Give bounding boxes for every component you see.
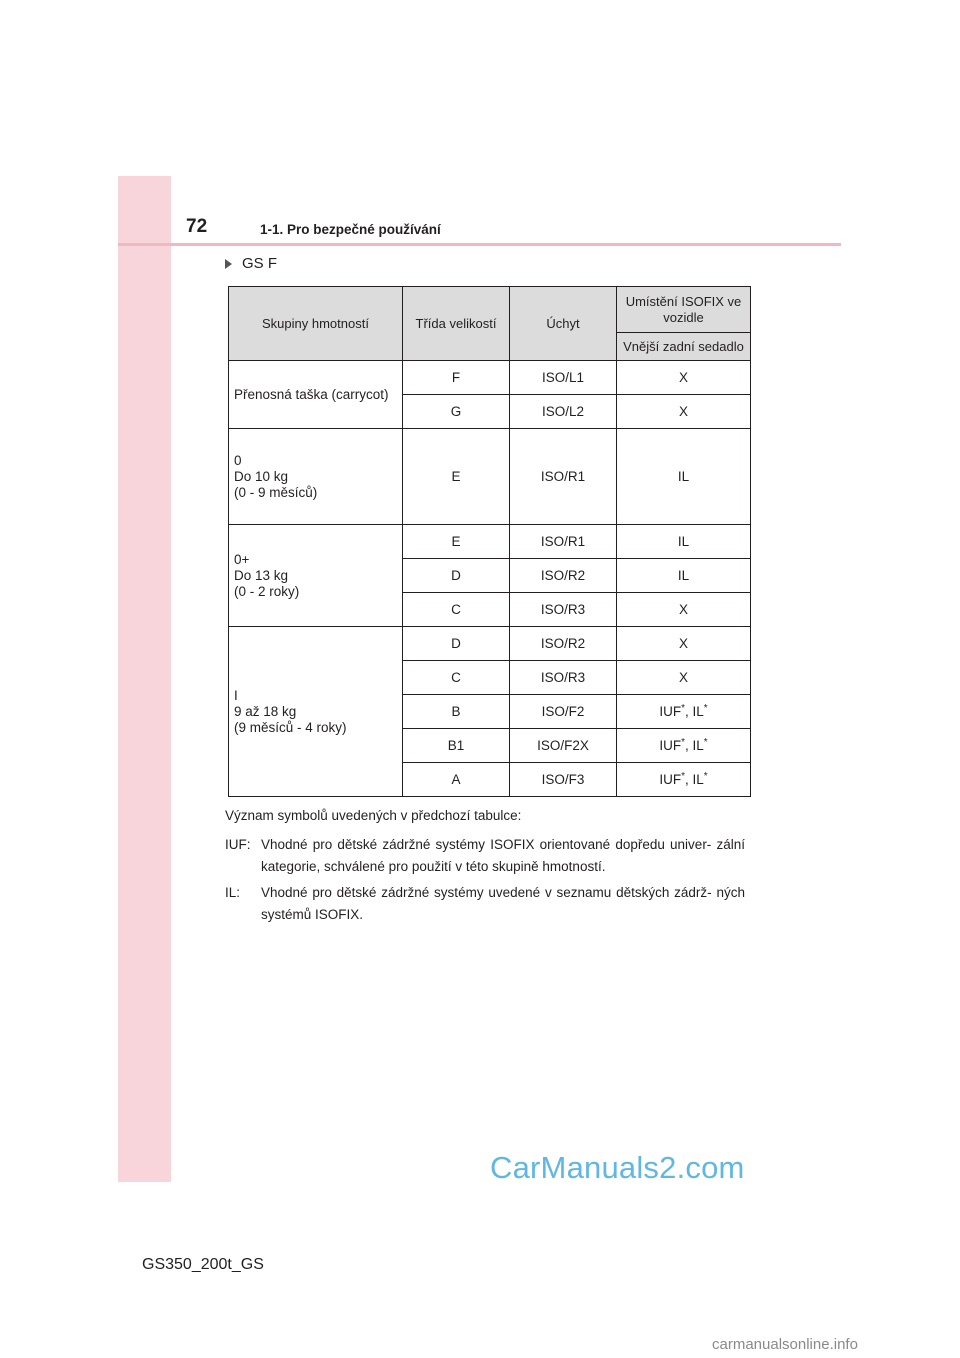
note-il — [225, 882, 745, 926]
fixture-cell — [510, 695, 617, 729]
seat-value-cell-text: X — [678, 635, 688, 651]
size-class-cell — [403, 559, 510, 593]
fixture-cell-text: ISO/F3 — [541, 771, 585, 787]
fixture-cell-text: ISO/F2 — [541, 703, 585, 719]
weight-group-line: Přenosná taška (carrycot) — [234, 386, 389, 402]
fixture-cell — [510, 627, 617, 661]
size-class-cell-text: E — [451, 468, 461, 484]
seat-value-cell-text: , IL — [684, 771, 704, 787]
table-row — [229, 627, 751, 661]
footer-model-code: GS350_200t_GS — [142, 1256, 264, 1273]
seat-value-cell-text: X — [678, 369, 688, 385]
fixture-cell-text: ISO/R2 — [540, 567, 586, 583]
size-class-cell-text: D — [451, 567, 461, 583]
seat-value-cell-text: IUF — [659, 771, 682, 787]
fixture-cell-text: ISO/L1 — [541, 369, 585, 385]
size-class-cell — [403, 763, 510, 797]
fixture-cell — [510, 729, 617, 763]
weight-group-line: I — [234, 687, 238, 703]
seat-value-cell — [617, 429, 751, 525]
weight-group-line: (0 - 2 roky) — [234, 583, 300, 599]
seat-value-cell — [617, 729, 751, 763]
seat-value-cell — [617, 627, 751, 661]
seat-value-cell — [617, 763, 751, 797]
weight-group-cell — [229, 429, 403, 525]
seat-value-cell-text: IL — [677, 567, 690, 583]
weight-group-line: 9 až 18 kg — [234, 703, 297, 719]
size-class-cell-text: D — [451, 635, 461, 651]
note-iuf — [225, 834, 745, 878]
footnote-mark: * — [703, 770, 708, 782]
fixture-cell — [510, 593, 617, 627]
fixture-cell-text: ISO/R3 — [540, 669, 586, 685]
sub-heading — [225, 255, 277, 272]
size-class-cell-text: G — [450, 403, 462, 419]
size-class-cell — [403, 525, 510, 559]
footnote-mark: * — [703, 736, 708, 748]
fixture-cell-text: ISO/R3 — [540, 601, 586, 617]
notes-intro: Význam symbolů uvedených v předchozí tabulce: — [225, 808, 522, 823]
table-row — [229, 429, 751, 525]
fixture-cell-text: ISO/R1 — [540, 533, 586, 549]
seat-value-cell-text: IL — [677, 468, 690, 484]
seat-value-cell-text: , IL — [684, 737, 704, 753]
header-fixture: Úchyt — [510, 287, 617, 361]
seat-value-cell — [617, 525, 751, 559]
size-class-cell-text: F — [451, 369, 461, 385]
weight-group-line: (9 měsíců - 4 roky) — [234, 719, 347, 735]
triangle-bullet-icon — [225, 259, 232, 269]
size-class-cell-text: B — [451, 703, 461, 719]
weight-group-line: 0 — [234, 452, 242, 468]
size-class-cell — [403, 395, 510, 429]
fixture-cell — [510, 661, 617, 695]
header-weight-group: Skupiny hmotností — [229, 287, 403, 361]
footnote-mark: * — [681, 736, 685, 748]
seat-value-cell-text: IUF — [659, 703, 682, 719]
side-band — [118, 176, 171, 1182]
size-class-cell-text: C — [451, 669, 461, 685]
seat-value-cell-text: IL — [677, 533, 690, 549]
fixture-cell — [510, 429, 617, 525]
weight-group-cell — [229, 525, 403, 627]
header-rule — [118, 243, 841, 246]
size-class-cell — [403, 661, 510, 695]
weight-group-line: (0 - 9 měsíců) — [234, 484, 318, 500]
note-text: Vhodné pro dětské zádržné systémy uvedené v seznamu dětských zádrž- ných systémů ISOFIX. — [261, 885, 745, 922]
size-class-cell-text: B1 — [447, 737, 465, 753]
seat-value-cell-text: X — [678, 669, 688, 685]
size-class-cell — [403, 593, 510, 627]
size-class-cell — [403, 627, 510, 661]
footer-site: carmanualsonline.info — [712, 1336, 858, 1353]
weight-group-cell — [229, 627, 403, 797]
footnote-mark: * — [703, 702, 708, 714]
size-class-cell-text: C — [451, 601, 461, 617]
fixture-cell — [510, 395, 617, 429]
fixture-cell — [510, 361, 617, 395]
footnote-mark: * — [681, 770, 685, 782]
fixture-cell-text: ISO/R2 — [540, 635, 586, 651]
weight-group-line: Do 10 kg — [234, 468, 289, 484]
table-row — [229, 525, 751, 559]
header-outer-rear-seat: Vnější zadní sedadlo — [617, 333, 751, 361]
size-class-cell — [403, 429, 510, 525]
isofix-table — [228, 286, 751, 797]
size-class-cell — [403, 695, 510, 729]
seat-value-cell — [617, 661, 751, 695]
seat-value-cell — [617, 695, 751, 729]
size-class-cell — [403, 361, 510, 395]
seat-value-cell — [617, 559, 751, 593]
sub-heading-label: GS F — [242, 255, 278, 272]
note-key: IUF: — [225, 837, 251, 852]
note-text: Vhodné pro dětské zádržné systémy ISOFIX orientované dopředu univer- zální kategorie, schválené pro použití v této skupině hmotností. — [261, 837, 745, 874]
seat-value-cell — [617, 361, 751, 395]
seat-value-cell-text: X — [678, 403, 688, 419]
table-row — [229, 361, 751, 395]
fixture-cell-text: ISO/L2 — [541, 403, 585, 419]
weight-group-line: 0+ — [234, 551, 250, 567]
seat-value-cell-text: IUF — [659, 737, 682, 753]
size-class-cell — [403, 729, 510, 763]
header-size-class: Třída velikostí — [403, 287, 510, 361]
fixture-cell — [510, 525, 617, 559]
page-number: 72 — [186, 216, 208, 237]
note-key: IL: — [225, 885, 241, 900]
seat-value-cell — [617, 593, 751, 627]
header-isofix-position: Umístění ISOFIX ve vozidle — [617, 287, 751, 333]
watermark-logo: CarManuals2.com — [490, 1150, 745, 1185]
size-class-cell-text: A — [451, 771, 461, 787]
fixture-cell-text: ISO/R1 — [540, 468, 586, 484]
size-class-cell-text: E — [451, 533, 461, 549]
seat-value-cell-text: , IL — [684, 703, 704, 719]
fixture-cell — [510, 559, 617, 593]
weight-group-line: Do 13 kg — [234, 567, 289, 583]
fixture-cell-text: ISO/F2X — [537, 737, 589, 753]
seat-value-cell — [617, 395, 751, 429]
seat-value-cell-text: X — [678, 601, 688, 617]
fixture-cell — [510, 763, 617, 797]
footnote-mark: * — [681, 702, 685, 714]
weight-group-cell — [229, 361, 403, 429]
section-title: 1-1. Pro bezpečné používání — [260, 222, 441, 237]
